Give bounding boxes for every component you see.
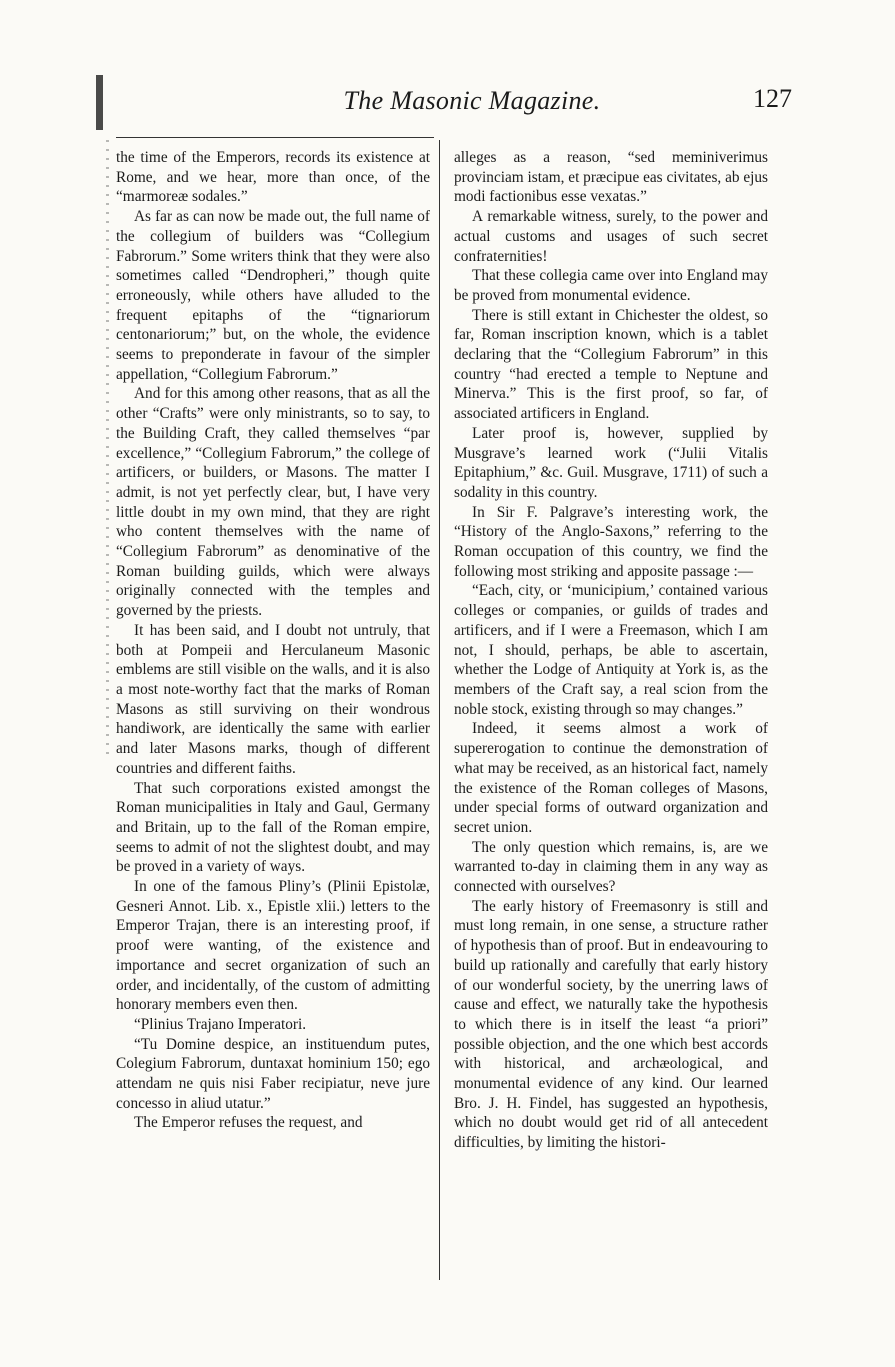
paragraph: There is still extant in Chichester the oldest, so far, Roman inscription known, which is a tablet declaring that the “Collegium Fabrorum” in this country “had erected a temple to Neptune and Minerva.” This is the first proof, so far, of associated artificers in England. bbox=[454, 306, 768, 423]
paragraph: The early history of Freemasonry is still and must long remain, in one sense, a structure rather of hypothesis than of proof. But in endeavouring to build up rationally and carefully that early history of our wonderful society, by the unerring laws of cause and effect, we naturally take the hypothesis to which there is in itself the least “a priori” possible objection, and the one which best accords with historical, and archæological, and monumental evidence of any kind. Our learned Bro. J. H. Findel, has suggested an hypothesis, which no doubt would get rid of all antecedent difficulties, by limiting the histori- bbox=[454, 897, 768, 1152]
paragraph: “Plinius Trajano Imperatori. bbox=[134, 1015, 307, 1033]
paragraph: And for this among other reasons, that as all the other “Crafts” were only ministrants, so to say, to the Building Craft, they called themselves “par excellence,” “Collegium Fabrorum,” the college of artificers, or builders, or Masons. The matter I admit, is not yet perfectly clear, but, I have very little doubt in my own mind, that they are right who content themselves with the name of “Collegium Fabrorum” as denominative of the Roman building guilds, which were always originally connected with the temples and governed by the priests. bbox=[116, 385, 430, 620]
right-column bbox=[454, 148, 768, 1153]
paragraph: That such corporations existed amongst the Roman municipalities in Italy and Gaul, Germany and Britain, up to the fall of the Roman empire, seems to admit of not the slightest doubt, and may be proved in a variety of ways. bbox=[116, 779, 430, 876]
paragraph: Later proof is, however, supplied by Musgrave’s learned work (“Julii Vitalis Epitaphium,” &c. Guil. Musgrave, 1711) of such a sodality in this country. bbox=[454, 424, 768, 501]
paragraph: In Sir F. Palgrave’s interesting work, the “History of the Anglo-Saxons,” referring to the Roman occupation of this country, we find the following most striking and apposite passage :— bbox=[454, 503, 768, 580]
page-edge-mark bbox=[96, 75, 103, 130]
paragraph: The Emperor refuses the request, and bbox=[134, 1114, 363, 1132]
page-header bbox=[112, 84, 792, 124]
magazine-title: The Masonic Magazine. bbox=[343, 86, 601, 115]
paragraph: That these collegia came over into England may be proved from monumental evidence. bbox=[454, 267, 768, 304]
paragraph: “Each, city, or ‘municipium,’ contained various colleges or companies, or guilds of trades and artificers, and if I were a Freemason, which I am not, I should, perhaps, be able to ascertain, whether the Lodge of Antiquity at York is, as the members of the Craft say, a real scion from the noble stock, existing through so may changes.” bbox=[454, 582, 768, 718]
paragraph: “Tu Domine despice, an instituendum putes, Colegium Fabrorum, duntaxat hominium 150; ego attendam ne quis nisi Faber recipiatur, neve jure concesso in aliud utatur.” bbox=[116, 1035, 430, 1112]
page-number: 127 bbox=[753, 84, 792, 113]
paragraph: The only question which remains, is, are we warranted to-day in claiming them in any way as connected with ourselves? bbox=[454, 838, 768, 896]
paragraph: As far as can now be made out, the full name of the collegium of builders was “Collegium Fabrorum.” Some writers think that they were also sometimes called “Dendropheri,” though quite erroneously, while others have alluded to the frequent epitaphs of the “tignariorum centonariorum;” but, on the whole, the evidence seems to preponderate in favour of the simpler appellation, “Collegium Fabrorum.” bbox=[116, 208, 430, 383]
header-rule bbox=[116, 137, 434, 138]
page-edge-speckle bbox=[106, 140, 109, 760]
paragraph: A remarkable witness, surely, to the power and actual customs and usages of such secret confraternities! bbox=[454, 208, 768, 265]
paragraph: In one of the famous Pliny’s (Plinii Epistolæ, Gesneri Annot. Lib. x., Epistle xlii.) letters to the Emperor Trajan, there is an interesting proof, if proof were wanting, of the existence and importance and secret organization of such an order, and incidentally, of the custom of admitting honorary members even then. bbox=[116, 878, 430, 1014]
column-divider bbox=[439, 140, 440, 1280]
paragraph: alleges as a reason, “sed meminiverimus provinciam istam, et præcipue eas civitates, ab ejus modi factionibus esse vexatas.” bbox=[454, 149, 768, 206]
paragraph: the time of the Emperors, records its existence at Rome, and we hear, more than once, of the “marmoreæ sodales.” bbox=[116, 149, 430, 206]
paragraph: It has been said, and I doubt not untruly, that both at Pompeii and Herculaneum Masonic emblems are still visible on the walls, and it is also a most note-worthy fact that the marks of Roman Masons as still surviving on their wondrous handiwork, are identically the same with earlier and later Masons marks, though of different countries and different faiths. bbox=[116, 621, 430, 777]
left-column bbox=[116, 148, 430, 1133]
paragraph: Indeed, it seems almost a work of supererogation to continue the demonstration of what may be received, as an historical fact, namely the existence of the Roman colleges of Masons, under special forms of outward organization and secret union. bbox=[454, 720, 768, 836]
